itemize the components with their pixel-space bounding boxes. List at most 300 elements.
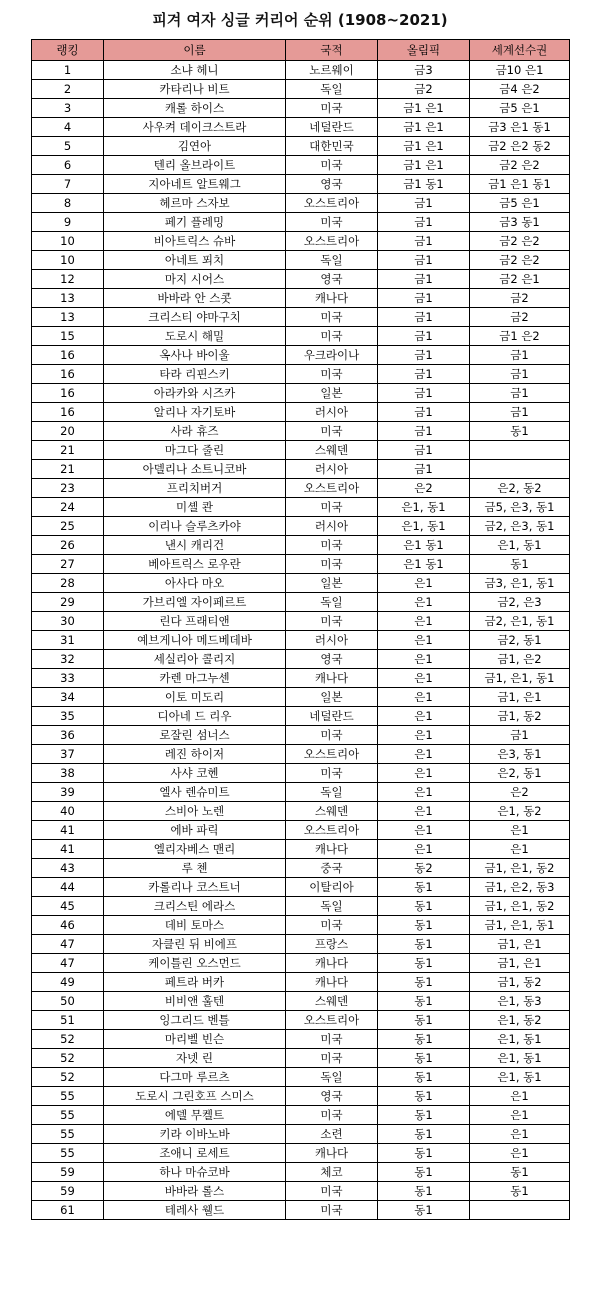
- cell-worlds: 금4 은2: [470, 80, 570, 99]
- cell-worlds: 금2: [470, 289, 570, 308]
- cell-name: 로잘린 섬너스: [104, 726, 286, 745]
- cell-rank: 32: [32, 650, 104, 669]
- cell-country: 오스트리아: [286, 821, 378, 840]
- cell-worlds: [470, 441, 570, 460]
- cell-olympic: 동1: [378, 1182, 470, 1201]
- cell-country: 캐나다: [286, 289, 378, 308]
- cell-country: 대한민국: [286, 137, 378, 156]
- cell-name: 하나 마슈코바: [104, 1163, 286, 1182]
- table-row: [32, 574, 570, 593]
- cell-country: 러시아: [286, 517, 378, 536]
- cell-worlds: 금3 동1: [470, 213, 570, 232]
- cell-worlds: 금2 은2 동2: [470, 137, 570, 156]
- cell-rank: 24: [32, 498, 104, 517]
- cell-rank: 10: [32, 232, 104, 251]
- cell-worlds: 금2, 은1, 동1: [470, 612, 570, 631]
- cell-country: 스웨덴: [286, 802, 378, 821]
- cell-worlds: 금1, 은1, 동1: [470, 916, 570, 935]
- cell-country: 오스트리아: [286, 745, 378, 764]
- cell-olympic: 금1: [378, 403, 470, 422]
- cell-olympic: 동1: [378, 1144, 470, 1163]
- cell-worlds: 금2, 은3, 동1: [470, 517, 570, 536]
- cell-country: 독일: [286, 783, 378, 802]
- cell-rank: 21: [32, 441, 104, 460]
- cell-name: 조애니 로세트: [104, 1144, 286, 1163]
- cell-olympic: 은1: [378, 745, 470, 764]
- table-body: [32, 61, 570, 1220]
- table-row: [32, 175, 570, 194]
- cell-olympic: 금1: [378, 365, 470, 384]
- cell-olympic: 금1: [378, 289, 470, 308]
- cell-olympic: 금1 은1: [378, 137, 470, 156]
- cell-worlds: 은1, 동1: [470, 1049, 570, 1068]
- cell-country: 영국: [286, 1087, 378, 1106]
- cell-country: 일본: [286, 688, 378, 707]
- cell-rank: 16: [32, 346, 104, 365]
- cell-name: 잉그리드 벤틀: [104, 1011, 286, 1030]
- cell-country: 미국: [286, 308, 378, 327]
- cell-rank: 52: [32, 1049, 104, 1068]
- cell-name: 엘사 렌슈미트: [104, 783, 286, 802]
- cell-worlds: 금1, 은1, 동2: [470, 859, 570, 878]
- cell-name: 크리스틴 에라스: [104, 897, 286, 916]
- cell-country: 미국: [286, 916, 378, 935]
- table-row: [32, 612, 570, 631]
- table-row: [32, 422, 570, 441]
- cell-worlds: 금1, 은1: [470, 954, 570, 973]
- cell-country: 러시아: [286, 631, 378, 650]
- table-row: [32, 650, 570, 669]
- cell-worlds: 금1: [470, 403, 570, 422]
- cell-olympic: 금1 은1: [378, 118, 470, 137]
- table-row: [32, 764, 570, 783]
- table-row: [32, 156, 570, 175]
- cell-rank: 28: [32, 574, 104, 593]
- cell-rank: 45: [32, 897, 104, 916]
- cell-olympic: 금2: [378, 80, 470, 99]
- cell-rank: 36: [32, 726, 104, 745]
- cell-rank: 4: [32, 118, 104, 137]
- cell-olympic: 금1: [378, 308, 470, 327]
- cell-name: 아델리나 소트니코바: [104, 460, 286, 479]
- cell-name: 마그다 줄린: [104, 441, 286, 460]
- cell-name: 바바라 안 스콧: [104, 289, 286, 308]
- cell-rank: 13: [32, 308, 104, 327]
- cell-rank: 33: [32, 669, 104, 688]
- cell-rank: 38: [32, 764, 104, 783]
- cell-olympic: 은1: [378, 707, 470, 726]
- table-row: [32, 745, 570, 764]
- header-country: 국적: [286, 40, 378, 61]
- cell-name: 사라 휴즈: [104, 422, 286, 441]
- cell-olympic: 은1: [378, 783, 470, 802]
- cell-worlds: [470, 1201, 570, 1220]
- table-row: [32, 935, 570, 954]
- cell-name: 루 첸: [104, 859, 286, 878]
- table-row: [32, 517, 570, 536]
- cell-country: 캐나다: [286, 669, 378, 688]
- cell-rank: 49: [32, 973, 104, 992]
- cell-worlds: 금1, 은1, 동1: [470, 669, 570, 688]
- cell-rank: 5: [32, 137, 104, 156]
- cell-name: 캐롤 하이스: [104, 99, 286, 118]
- cell-worlds: 금1, 은1: [470, 688, 570, 707]
- cell-country: 미국: [286, 1182, 378, 1201]
- cell-olympic: 동1: [378, 954, 470, 973]
- cell-name: 카롤리나 코스트너: [104, 878, 286, 897]
- cell-rank: 46: [32, 916, 104, 935]
- cell-country: 체코: [286, 1163, 378, 1182]
- cell-name: 디아네 드 리우: [104, 707, 286, 726]
- cell-olympic: 동1: [378, 916, 470, 935]
- table-row: [32, 1163, 570, 1182]
- cell-country: 미국: [286, 536, 378, 555]
- table-row: [32, 954, 570, 973]
- cell-olympic: 금1: [378, 384, 470, 403]
- cell-worlds: 금2 은2: [470, 156, 570, 175]
- table-row: [32, 859, 570, 878]
- cell-rank: 52: [32, 1068, 104, 1087]
- cell-country: 영국: [286, 650, 378, 669]
- cell-rank: 29: [32, 593, 104, 612]
- cell-country: 독일: [286, 251, 378, 270]
- cell-worlds: 은3, 동1: [470, 745, 570, 764]
- cell-rank: 15: [32, 327, 104, 346]
- cell-olympic: 동1: [378, 1049, 470, 1068]
- table-row: [32, 1106, 570, 1125]
- table-row: [32, 1182, 570, 1201]
- cell-rank: 30: [32, 612, 104, 631]
- cell-worlds: 은1: [470, 1125, 570, 1144]
- cell-rank: 20: [32, 422, 104, 441]
- cell-country: 일본: [286, 574, 378, 593]
- cell-olympic: 동1: [378, 1011, 470, 1030]
- cell-name: 페기 플레밍: [104, 213, 286, 232]
- table-row: [32, 479, 570, 498]
- cell-worlds: 은2, 동2: [470, 479, 570, 498]
- cell-olympic: 동1: [378, 1201, 470, 1220]
- cell-olympic: 금1: [378, 327, 470, 346]
- cell-name: 타라 리핀스키: [104, 365, 286, 384]
- cell-olympic: 금1: [378, 441, 470, 460]
- cell-name: 아네트 푀치: [104, 251, 286, 270]
- cell-country: 미국: [286, 726, 378, 745]
- ranking-table: [31, 39, 570, 1220]
- cell-rank: 31: [32, 631, 104, 650]
- ranking-table-container: [31, 39, 569, 1220]
- cell-country: 스웨덴: [286, 441, 378, 460]
- cell-rank: 12: [32, 270, 104, 289]
- cell-worlds: 은1: [470, 1087, 570, 1106]
- cell-olympic: 금1: [378, 270, 470, 289]
- cell-worlds: 금1, 동2: [470, 973, 570, 992]
- cell-rank: 55: [32, 1106, 104, 1125]
- cell-worlds: 금1, 은2, 동3: [470, 878, 570, 897]
- cell-rank: 44: [32, 878, 104, 897]
- cell-country: 미국: [286, 555, 378, 574]
- cell-worlds: 금1, 은1: [470, 935, 570, 954]
- cell-rank: 61: [32, 1201, 104, 1220]
- cell-name: 비비앤 훌텐: [104, 992, 286, 1011]
- cell-country: 캐나다: [286, 840, 378, 859]
- table-row: [32, 498, 570, 517]
- table-row: [32, 802, 570, 821]
- table-row: [32, 460, 570, 479]
- cell-worlds: [470, 460, 570, 479]
- cell-name: 이토 미도리: [104, 688, 286, 707]
- cell-worlds: 은1: [470, 1106, 570, 1125]
- table-row: [32, 707, 570, 726]
- cell-worlds: 금2 은2: [470, 251, 570, 270]
- table-row: [32, 441, 570, 460]
- cell-rank: 1: [32, 61, 104, 80]
- cell-worlds: 금2, 동1: [470, 631, 570, 650]
- cell-olympic: 금1: [378, 213, 470, 232]
- cell-name: 도로시 그린호프 스미스: [104, 1087, 286, 1106]
- table-row: [32, 536, 570, 555]
- cell-olympic: 동2: [378, 859, 470, 878]
- cell-olympic: 은1: [378, 669, 470, 688]
- cell-country: 스웨덴: [286, 992, 378, 1011]
- cell-olympic: 금1: [378, 422, 470, 441]
- cell-name: 자넷 린: [104, 1049, 286, 1068]
- table-row: [32, 669, 570, 688]
- cell-name: 마지 시어스: [104, 270, 286, 289]
- cell-country: 캐나다: [286, 954, 378, 973]
- cell-country: 소련: [286, 1125, 378, 1144]
- table-header-row: [32, 40, 570, 61]
- cell-name: 마리벨 빈슨: [104, 1030, 286, 1049]
- cell-olympic: 은1: [378, 574, 470, 593]
- cell-olympic: 은1: [378, 764, 470, 783]
- cell-worlds: 동1: [470, 1163, 570, 1182]
- cell-rank: 41: [32, 821, 104, 840]
- table-row: [32, 1087, 570, 1106]
- cell-name: 테레사 웰드: [104, 1201, 286, 1220]
- table-row: [32, 1011, 570, 1030]
- cell-rank: 47: [32, 954, 104, 973]
- cell-country: 미국: [286, 422, 378, 441]
- cell-country: 노르웨이: [286, 61, 378, 80]
- cell-name: 레진 하이저: [104, 745, 286, 764]
- table-row: [32, 1201, 570, 1220]
- table-row: [32, 289, 570, 308]
- cell-rank: 6: [32, 156, 104, 175]
- cell-worlds: 금3 은1 동1: [470, 118, 570, 137]
- cell-olympic: 금1 은1: [378, 99, 470, 118]
- header-worlds: 세계선수권: [470, 40, 570, 61]
- cell-rank: 13: [32, 289, 104, 308]
- table-row: [32, 631, 570, 650]
- cell-rank: 47: [32, 935, 104, 954]
- table-row: [32, 384, 570, 403]
- cell-name: 린다 프래티앤: [104, 612, 286, 631]
- page-title: 피겨 여자 싱글 커리어 순위 (1908~2021): [152, 11, 448, 29]
- cell-country: 미국: [286, 156, 378, 175]
- cell-worlds: 금10 은1: [470, 61, 570, 80]
- table-row: [32, 232, 570, 251]
- table-row: [32, 194, 570, 213]
- cell-worlds: 금1: [470, 726, 570, 745]
- cell-rank: 41: [32, 840, 104, 859]
- cell-name: 이리나 슬루츠카야: [104, 517, 286, 536]
- table-row: [32, 99, 570, 118]
- cell-name: 낸시 캐리건: [104, 536, 286, 555]
- cell-rank: 34: [32, 688, 104, 707]
- cell-worlds: 금3, 은1, 동1: [470, 574, 570, 593]
- cell-country: 영국: [286, 270, 378, 289]
- table-row: [32, 726, 570, 745]
- cell-worlds: 은1: [470, 821, 570, 840]
- table-row: [32, 1030, 570, 1049]
- cell-worlds: 금1: [470, 384, 570, 403]
- cell-name: 예브게니아 메드베데바: [104, 631, 286, 650]
- cell-olympic: 금1 은1: [378, 156, 470, 175]
- cell-worlds: 금1, 은1, 동2: [470, 897, 570, 916]
- cell-worlds: 은1, 동2: [470, 802, 570, 821]
- cell-name: 키라 이바노바: [104, 1125, 286, 1144]
- cell-olympic: 은1: [378, 821, 470, 840]
- cell-name: 소냐 헤니: [104, 61, 286, 80]
- table-row: [32, 251, 570, 270]
- cell-olympic: 금3: [378, 61, 470, 80]
- cell-country: 독일: [286, 897, 378, 916]
- cell-olympic: 동1: [378, 1030, 470, 1049]
- cell-country: 미국: [286, 1030, 378, 1049]
- cell-rank: 55: [32, 1087, 104, 1106]
- cell-rank: 55: [32, 1144, 104, 1163]
- cell-name: 에델 무켈트: [104, 1106, 286, 1125]
- cell-name: 에바 파릭: [104, 821, 286, 840]
- cell-worlds: 금2, 은3: [470, 593, 570, 612]
- cell-country: 미국: [286, 1106, 378, 1125]
- table-row: [32, 897, 570, 916]
- cell-olympic: 은1: [378, 688, 470, 707]
- cell-name: 미셸 콴: [104, 498, 286, 517]
- table-row: [32, 118, 570, 137]
- header-olympic: 올림픽: [378, 40, 470, 61]
- cell-country: 독일: [286, 1068, 378, 1087]
- cell-rank: 21: [32, 460, 104, 479]
- cell-worlds: 금5, 은3, 동1: [470, 498, 570, 517]
- cell-olympic: 금1: [378, 251, 470, 270]
- table-row: [32, 137, 570, 156]
- cell-rank: 16: [32, 384, 104, 403]
- table-row: [32, 1049, 570, 1068]
- cell-olympic: 금1 동1: [378, 175, 470, 194]
- cell-worlds: 금5 은1: [470, 99, 570, 118]
- cell-worlds: 은1, 동2: [470, 1011, 570, 1030]
- cell-country: 독일: [286, 593, 378, 612]
- cell-name: 가브리엘 자이페르트: [104, 593, 286, 612]
- cell-name: 사우켜 데이크스트라: [104, 118, 286, 137]
- table-row: [32, 308, 570, 327]
- header-rank: 랭킹: [32, 40, 104, 61]
- cell-rank: 40: [32, 802, 104, 821]
- cell-country: 일본: [286, 384, 378, 403]
- cell-olympic: 은1, 동1: [378, 517, 470, 536]
- cell-country: 미국: [286, 612, 378, 631]
- cell-worlds: 은1: [470, 1144, 570, 1163]
- cell-name: 사샤 코헨: [104, 764, 286, 783]
- table-row: [32, 80, 570, 99]
- cell-rank: 43: [32, 859, 104, 878]
- cell-olympic: 금1: [378, 232, 470, 251]
- cell-country: 중국: [286, 859, 378, 878]
- table-row: [32, 783, 570, 802]
- cell-name: 바바라 롤스: [104, 1182, 286, 1201]
- cell-olympic: 은1: [378, 802, 470, 821]
- cell-name: 베아트릭스 로우란: [104, 555, 286, 574]
- cell-country: 오스트리아: [286, 479, 378, 498]
- cell-name: 아사다 마오: [104, 574, 286, 593]
- cell-name: 케이틀린 오스먼드: [104, 954, 286, 973]
- table-row: [32, 992, 570, 1011]
- table-row: [32, 346, 570, 365]
- cell-rank: 7: [32, 175, 104, 194]
- cell-worlds: 금1 은2: [470, 327, 570, 346]
- cell-name: 다그마 루르츠: [104, 1068, 286, 1087]
- cell-worlds: 은1: [470, 840, 570, 859]
- table-row: [32, 270, 570, 289]
- table-row: [32, 213, 570, 232]
- cell-rank: 9: [32, 213, 104, 232]
- cell-worlds: 금1: [470, 365, 570, 384]
- cell-olympic: 동1: [378, 1087, 470, 1106]
- cell-olympic: 동1: [378, 935, 470, 954]
- table-row: [32, 878, 570, 897]
- cell-rank: 3: [32, 99, 104, 118]
- cell-country: 오스트리아: [286, 194, 378, 213]
- cell-country: 러시아: [286, 403, 378, 422]
- table-row: [32, 916, 570, 935]
- cell-country: 미국: [286, 498, 378, 517]
- cell-name: 크리스티 야마구치: [104, 308, 286, 327]
- cell-olympic: 은1: [378, 650, 470, 669]
- cell-olympic: 동1: [378, 1106, 470, 1125]
- cell-country: 미국: [286, 327, 378, 346]
- cell-country: 영국: [286, 175, 378, 194]
- table-row: [32, 1068, 570, 1087]
- table-row: [32, 1144, 570, 1163]
- cell-name: 자클린 뒤 비에프: [104, 935, 286, 954]
- cell-name: 엘리자베스 맨리: [104, 840, 286, 859]
- cell-olympic: 동1: [378, 1163, 470, 1182]
- cell-rank: 50: [32, 992, 104, 1011]
- cell-olympic: 금1: [378, 346, 470, 365]
- cell-rank: 16: [32, 365, 104, 384]
- cell-rank: 39: [32, 783, 104, 802]
- cell-worlds: 금2 은2: [470, 232, 570, 251]
- cell-country: 캐나다: [286, 1144, 378, 1163]
- header-name: 이름: [104, 40, 286, 61]
- cell-country: 캐나다: [286, 973, 378, 992]
- cell-olympic: 은2: [378, 479, 470, 498]
- cell-country: 오스트리아: [286, 232, 378, 251]
- cell-rank: 8: [32, 194, 104, 213]
- cell-country: 미국: [286, 1049, 378, 1068]
- cell-rank: 25: [32, 517, 104, 536]
- cell-olympic: 은1: [378, 593, 470, 612]
- cell-worlds: 금2 은1: [470, 270, 570, 289]
- cell-olympic: 은1 동1: [378, 536, 470, 555]
- cell-olympic: 동1: [378, 1068, 470, 1087]
- table-row: [32, 821, 570, 840]
- table-row: [32, 403, 570, 422]
- cell-name: 헤르마 스자보: [104, 194, 286, 213]
- cell-olympic: 은1: [378, 840, 470, 859]
- cell-country: 미국: [286, 365, 378, 384]
